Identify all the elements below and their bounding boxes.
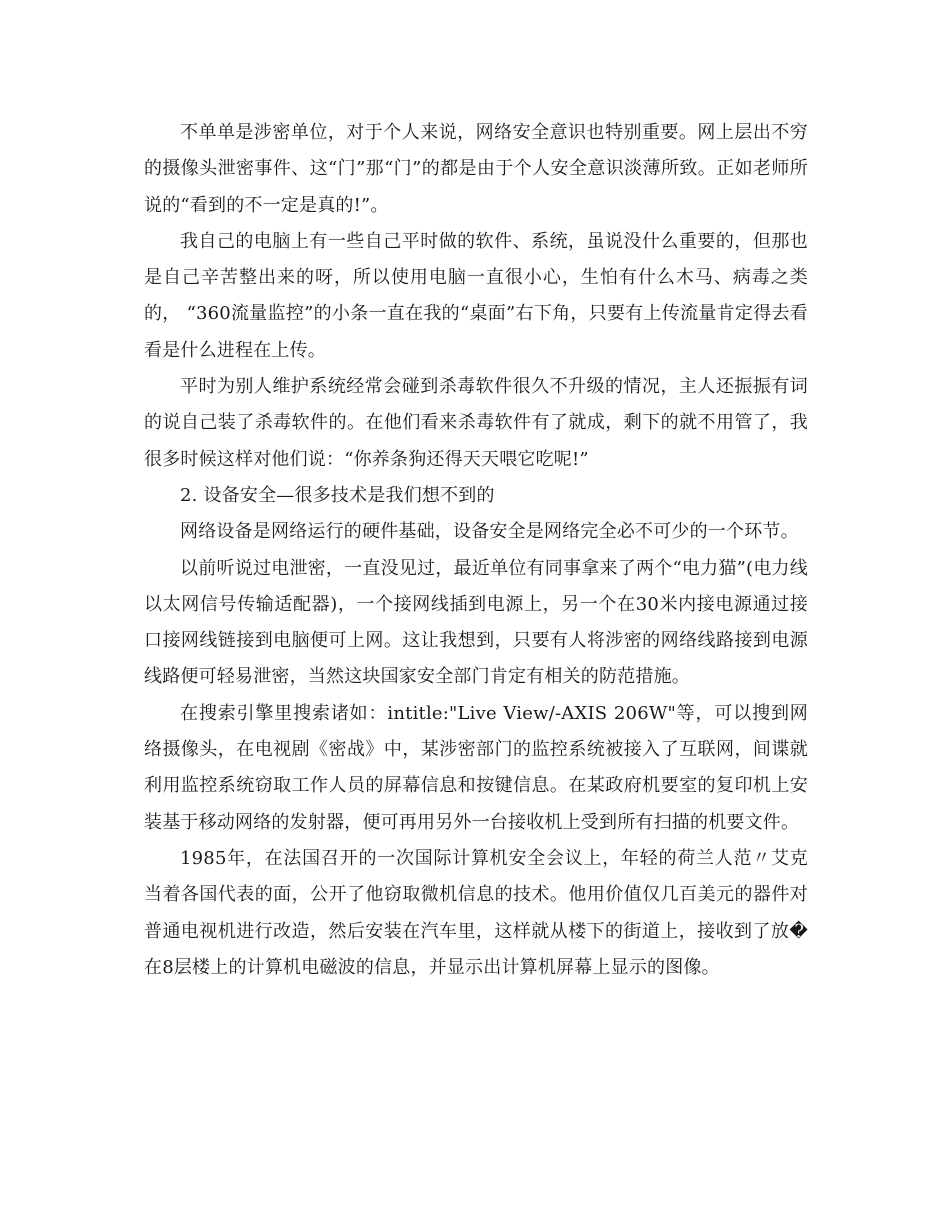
paragraph-search-engine-camera: 在搜索引擎里搜索诸如：intitle:"Live View/-AXIS 206W"等，可以搜到网络摄像头，在电视剧《密战》中，某涉密部门的监控系统被接入了互联网，间谍就利用监控系统窃取工作人员的屏幕信息和按键信息。在某政府机要室的复印机上安装基于移动网络的发射器，便可再用另外一台接收机上受到所有扫描的机要文件。 bbox=[144, 702, 808, 833]
paragraph-personal-awareness: 不单单是涉密单位，对于个人来说，网络安全意识也特别重要。网上层出不穷的摄像头泄密事件、这“门”那“门”的都是由于个人安全意识淡薄所致。正如老师所说的“看到的不一定是真的!”。 bbox=[144, 122, 808, 216]
document-body bbox=[144, 115, 808, 986]
paragraph-power-line-leak: 以前听说过电泄密，一直没见过，最近单位有同事拿来了两个“电力猫”(电力线以太网信号传输适配器)，一个接网线插到电源上，另一个在30米内接电源通过接口接网线链接到电脑便可上网。这让我想到，只要有人将涉密的网络线路接到电源线路便可轻易泄密，当然这块国家安全部门肯定有相关的防范措施。 bbox=[144, 557, 808, 688]
paragraph-own-computer: 我自己的电脑上有一些自己平时做的软件、系统，虽说没什么重要的，但那也是自己辛苦整出来的呀，所以使用电脑一直很小心，生怕有什么木马、病毒之类的， “360流量监控”的小条一直在我的“桌面”右下角，只要有上传流量肯定得去看看是什么进程在上传。 bbox=[144, 230, 808, 361]
paragraph-1985-conference: 1985年，在法国召开的一次国际计算机安全会议上，年轻的荷兰人范〃艾克当着各国代表的面，公开了他窃取微机信息的技术。他用价值仅几百美元的器件对普通电视机进行改造，然后安装在汽车里，这样就从楼下的街道上，接收到了放�在8层楼上的计算机电磁波的信息，并显示出计算机屏幕上显示的图像。 bbox=[144, 847, 808, 978]
paragraph-network-devices: 网络设备是网络运行的硬件基础，设备安全是网络完全必不可少的一个环节。 bbox=[180, 521, 799, 543]
section-heading-device-security: 2. 设备安全—很多技术是我们想不到的 bbox=[180, 484, 495, 506]
paragraph-antivirus: 平时为别人维护系统经常会碰到杀毒软件很久不升级的情况，主人还振振有词的说自己装了杀毒软件的。在他们看来杀毒软件有了就成，剩下的就不用管了，我很多时候这样对他们说：“你养条狗还得天天喂它吃呢!” bbox=[144, 376, 808, 470]
